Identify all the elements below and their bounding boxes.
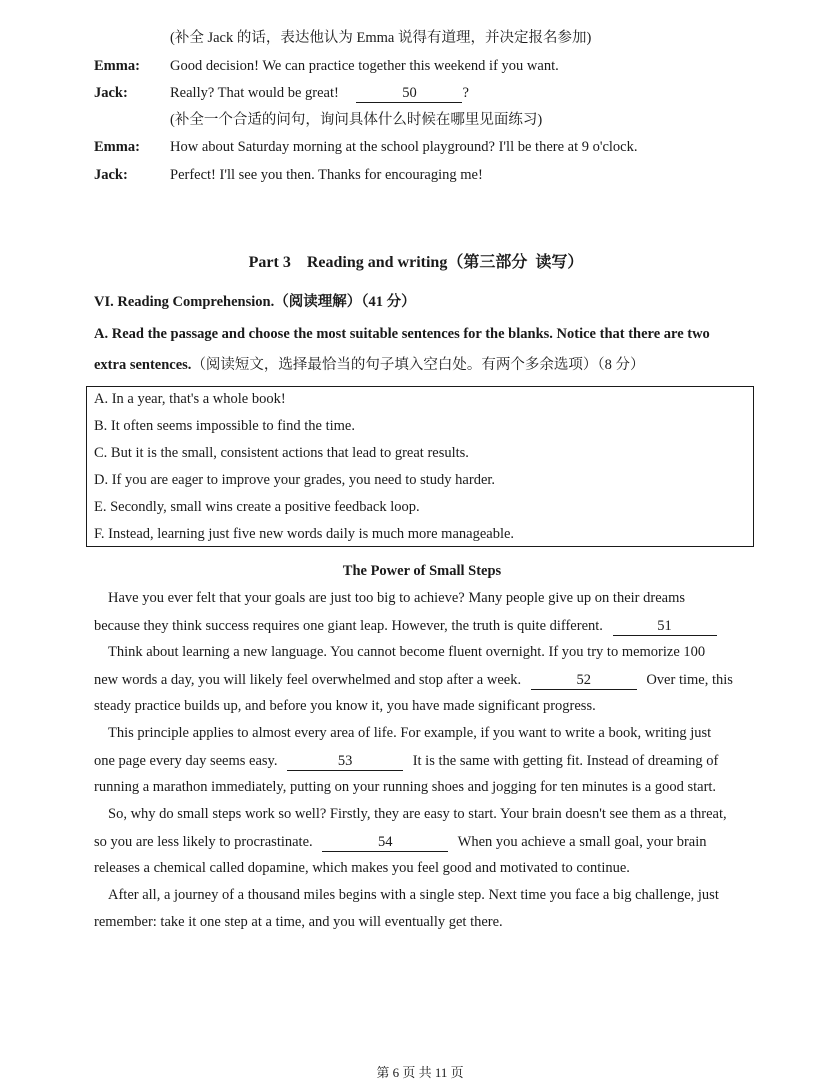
passage-title: The Power of Small Steps — [342, 563, 502, 579]
passage-line: Think about learning a new language. You cannot become fluent overnight. If you try to memorize 100 — [108, 644, 706, 660]
instructions-line-1: A. Read the passage and choose the most suitable sentences for the blanks. Notice that there are two — [94, 326, 710, 342]
dialogue-text — [170, 82, 469, 104]
instructions-bold: extra sentences. — [94, 357, 192, 373]
passage-text: so you are less likely to procrastinate. — [94, 834, 313, 850]
option-c: C. But it is the small, consistent actions that lead to great results. — [94, 445, 469, 461]
part-title: Part 3 Reading and writing（第三部分 读写） — [248, 254, 584, 271]
passage-text: It is the same with getting fit. Instead of dreaming of — [412, 753, 719, 769]
passage-text: Over time, this — [646, 672, 733, 688]
passage-line: After all, a journey of a thousand miles begins with a single step. Next time you face a big challenge, just — [108, 887, 719, 903]
option-b: B. It often seems impossible to find the time. — [94, 418, 355, 434]
passage-line: releases a chemical called dopamine, which makes you feel good and motivated to continue. — [94, 860, 630, 876]
instructions-line-2 — [94, 353, 645, 374]
dialogue-note-top: (补全 Jack 的话，表达他认为 Emma 说得有道理，并决定报名参加) — [170, 30, 592, 46]
dialogue-text-before: Really? That would be great! — [170, 85, 339, 101]
passage-text: because they think success requires one giant leap. However, the truth is quite different. — [94, 618, 603, 634]
passage-text: new words a day, you will likely feel overwhelmed and stop after a week. — [94, 672, 522, 688]
dialogue-note-mid: (补全一个合适的问句，询问具体什么时候在哪里见面练习) — [170, 112, 543, 128]
option-f: F. Instead, learning just five new words daily is much more manageable. — [94, 526, 515, 542]
passage-line — [94, 752, 718, 771]
speaker-jack: Jack: — [94, 167, 128, 183]
option-d: D. If you are eager to improve your grades, you need to study harder. — [94, 472, 496, 488]
speaker-emma: Emma: — [94, 139, 140, 155]
passage-line: remember: take it one step at a time, and you will eventually get there. — [94, 914, 503, 930]
passage-text: When you achieve a small goal, your brain — [457, 834, 707, 850]
dialogue-text: Perfect! I'll see you then. Thanks for encouraging me! — [170, 167, 483, 183]
passage-line — [94, 617, 717, 636]
passage-text: one page every day seems easy. — [94, 753, 278, 769]
passage-line: So, why do small steps work so well? Firstly, they are easy to start. Your brain doesn't see them as a threat, — [108, 806, 727, 822]
option-e: E. Secondly, small wins create a positive feedback loop. — [94, 499, 420, 515]
page-number: 第 6 页 共 11 页 — [376, 1065, 464, 1080]
speaker-emma: Emma: — [94, 58, 140, 74]
dialogue-text: How about Saturday morning at the school playground? I'll be there at 9 o'clock. — [170, 139, 638, 155]
answer-blank-50[interactable]: 50 — [356, 84, 462, 103]
section-title: VI. Reading Comprehension.（阅读理解）（41 分） — [94, 294, 416, 310]
answer-blank-52[interactable]: 52 — [531, 671, 637, 690]
instructions-rest: （阅读短文，选择最恰当的句子填入空白处。有两个多余选项）（8 分） — [191, 357, 645, 373]
passage-line: Have you ever felt that your goals are just too big to achieve? Many people give up on their dreams — [108, 590, 685, 606]
answer-blank-54[interactable]: 54 — [322, 833, 448, 852]
dialogue-text-after: ? — [462, 85, 469, 101]
passage-line: running a marathon immediately, putting on your running shoes and jogging for ten minutes is a good start. — [94, 779, 717, 795]
passage-line — [94, 671, 733, 690]
speaker-jack: Jack: — [94, 85, 128, 101]
answer-blank-51[interactable]: 51 — [613, 617, 717, 636]
passage-line — [94, 833, 707, 852]
dialogue-text: Good decision! We can practice together this weekend if you want. — [170, 58, 559, 74]
options-box — [86, 386, 754, 547]
passage-line: steady practice builds up, and before you know it, you have made significant progress. — [94, 698, 596, 714]
option-a: A. In a year, that's a whole book! — [94, 391, 286, 407]
answer-blank-53[interactable]: 53 — [287, 752, 403, 771]
passage-line: This principle applies to almost every area of life. For example, if you want to write a book, writing just — [108, 725, 712, 741]
